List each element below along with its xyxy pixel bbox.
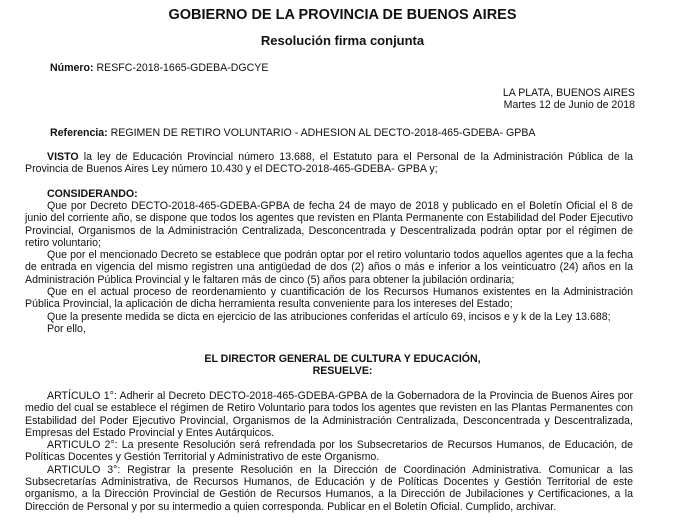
- resuelve-heading: RESUELVE:: [312, 365, 373, 377]
- considerando-label: CONSIDERANDO:: [47, 188, 138, 200]
- document-subtitle: Resolución firma conjunta: [260, 33, 425, 48]
- date-line: Martes 12 de Junio de 2018: [503, 99, 635, 111]
- visto-label: VISTO: [47, 151, 79, 163]
- referencia-line: [50, 127, 536, 139]
- place-line: LA PLATA, BUENOS AIRES: [502, 87, 635, 99]
- visto-text: la ley de Educación Provincial número 13.688, el Estatuto para el Personal de la Administración Pública de la Provincia de Buenos Aires Ley número 10.430 y el DECTO-2018-465-GDEBA- GPBA y;: [25, 151, 633, 176]
- referencia-label: Referencia:: [50, 127, 108, 139]
- referencia-value: REGIMEN DE RETIRO VOLUNTARIO - ADHESION AL DECTO-2018-465-GDEBA- GPBA: [110, 127, 536, 139]
- numero-value: RESFC-2018-1665-GDEBA-DGCYE: [96, 62, 269, 74]
- considerando-paragraph: Que la presente medida se dicta en ejercicio de las atribuciones conferidas el artículo 69, incisos e y k de la Ley 13.688;: [47, 310, 611, 323]
- articulos-body: [25, 390, 633, 513]
- numero-line: [50, 62, 268, 74]
- considerando-paragraph: Que en el actual proceso de reordenamiento y cuantificación de los Recursos Humanos existentes en la Administración Pública Provincial, la aplicación de dicha herramienta resulta conveniente para los intereses del Estado;: [25, 286, 633, 311]
- articulo-2: ARTICULO 2°: La presente Resolución será refrendada por los Subsecretarios de Recursos Humanos, de Educación, de Políticas Docentes y Gestión Territorial y Administrativo de este Organismo.: [25, 439, 633, 464]
- director-heading: EL DIRECTOR GENERAL DE CULTURA Y EDUCACIÓN,: [204, 353, 481, 365]
- considerando-paragraph: Que por el mencionado Decreto se establece que podrán optar por el retiro voluntario todos aquellos agentes que a la fecha de entrada en vigencia del mismo registren una antigüedad de dos (2) años o más e inferior a los veinticuatro (24) años en la Administración Pública Provincial y le faltaren más de cinco (5) años para obtener la jubilación ordinaria;: [25, 249, 633, 286]
- document-title: GOBIERNO DE LA PROVINCIA DE BUENOS AIRES: [168, 7, 517, 23]
- considerando-body: [25, 200, 633, 335]
- considerando-paragraph: Que por Decreto DECTO-2018-465-GDEBA-GPBA de fecha 24 de mayo de 2018 y publicado en el Boletín Oficial el 8 de junio del corriente año, se dispone que todos los agentes que revisten en Planta Permanente con Estabilidad del Poder Ejecutivo Provincial, Organismos de la Administración Centralizada, Desconcentrada y Descentralizada podrán optar por el régimen de retiro voluntario;: [25, 200, 633, 249]
- considerando-paragraph: Por ello,: [47, 322, 86, 335]
- articulo-1: ARTÍCULO 1°: Adherir al Decreto DECTO-2018-465-GDEBA-GPBA de la Gobernadora de la Provincia de Buenos Aires por medio del cual se establece el régimen de Retiro Voluntario para todos los agentes que revisten en las Plantas Permanentes con Estabilidad del Poder Ejecutivo Provincial, Organismos de la Administración Centralizada, Desconcentrada y Descentralizada, Empresas del Estado Provincial y Entes Autárquicos.: [25, 390, 633, 439]
- visto-paragraph: [25, 151, 633, 176]
- numero-label: Número:: [50, 62, 94, 74]
- articulo-3: ARTICULO 3°: Registrar la presente Resolución en la Dirección de Coordinación Administrativa. Comunicar a las Subsecretarías Administrativa, de Recursos Humanos, de Educación y de Políticas Docentes y Gestión Territorial de este organismo, a la Dirección Provincial de Gestión de Recursos Humanos, a la Dirección de Jubilaciones y Certificaciones, a la Dirección de Personal y por su intermedio a quien corresponda. Publicar en el Boletín Oficial. Cumplido, archivar.: [25, 463, 633, 513]
